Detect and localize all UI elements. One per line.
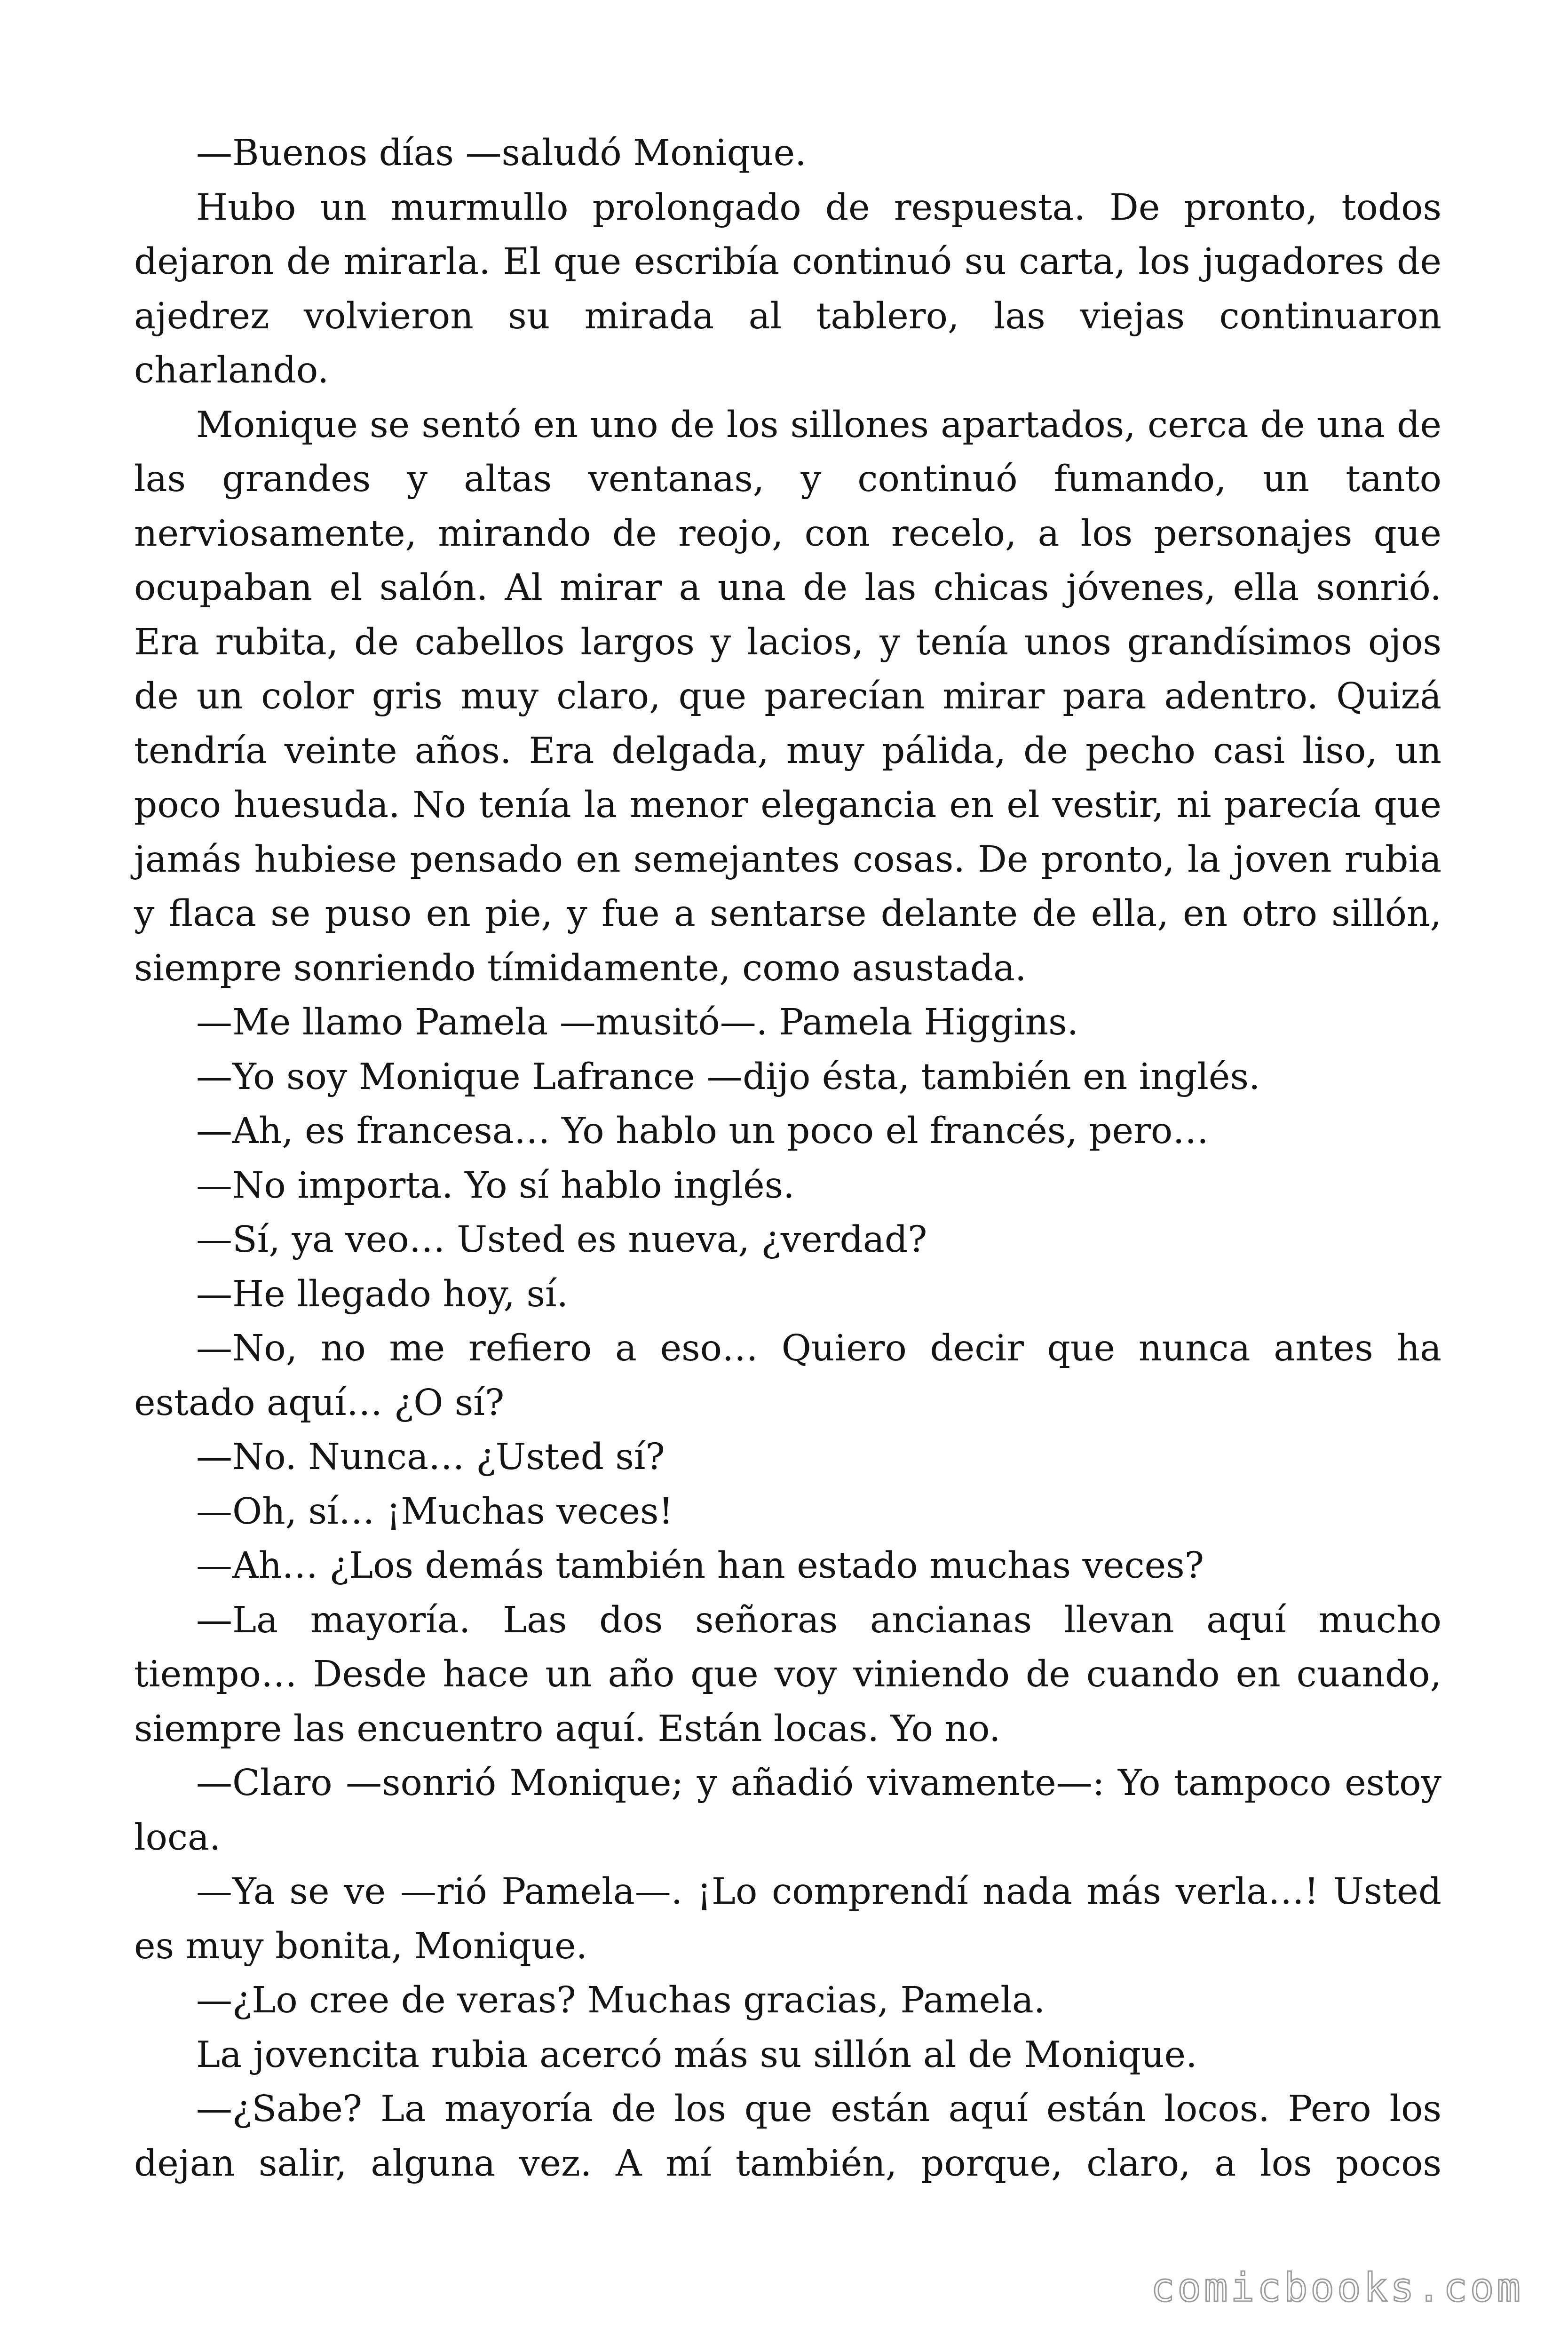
paragraph: —Sí, ya veo… Usted es nueva, ¿verdad? <box>196 1219 927 1261</box>
paragraph: Hubo un murmullo prolongado de respuesta. De pronto, todos dejaron de mirarla. El que escribía continuó su carta, los jugadores de ajedrez volvieron su mirada al tablero, las viejas continuaron charlando. <box>134 186 1441 391</box>
paragraph: —He llegado hoy, sí. <box>196 1273 569 1315</box>
paragraph: —Ah, es francesa… Yo hablo un poco el francés, pero… <box>196 1110 1209 1152</box>
paragraph-continued: —¿Sabe? La mayoría de los que están aquí están locos. Pero los dejan salir, alguna vez. A mí también, porque, claro, a los pocos <box>134 2088 1441 2185</box>
paragraph: —Buenos días —saludó Monique. <box>196 132 807 174</box>
paragraph: —No. Nunca… ¿Usted sí? <box>196 1436 665 1478</box>
paragraph: —Oh, sí… ¡Muchas veces! <box>196 1490 673 1533</box>
paragraph: —Ya se ve —rió Pamela—. ¡Lo comprendí nada más verla…! Usted es muy bonita, Monique. <box>134 1871 1441 1967</box>
paragraph: —La mayoría. Las dos señoras ancianas llevan aquí mucho tiempo… Desde hace un año que voy viniendo de cuando en cuando, siempre las encuentro aquí. Están locas. Yo no. <box>134 1599 1441 1750</box>
paragraph: —¿Lo cree de veras? Muchas gracias, Pamela. <box>196 1979 1045 2021</box>
paragraph: —No importa. Yo sí hablo inglés. <box>196 1164 795 1207</box>
paragraph: Monique se sentó en uno de los sillones apartados, cerca de una de las grandes y altas ventanas, y continuó fumando, un tanto nerviosamente, mirando de reojo, con recelo, a los personajes que ocupaban el salón. Al mirar a una de las chicas jóvenes, ella sonrió. Era rubita, de cabellos largos y lacios, y tenía unos grandísimos ojos de un color gris muy claro, que parecían mirar para adentro. Quizá tendría veinte años. Era delgada, muy pálida, de pecho casi liso, un poco huesuda. No tenía la menor elegancia en el vestir, ni parecía que jamás hubiese pensado en semejantes cosas. De pronto, la joven rubia y flaca se puso en pie, y fue a sentarse delante de ella, en otro sillón, siempre sonriendo tímidamente, como asustada. <box>134 404 1441 989</box>
paragraph: La jovencita rubia acercó más su sillón al de Monique. <box>196 2034 1197 2076</box>
page-body-text <box>134 126 1441 2191</box>
paragraph: —Yo soy Monique Lafrance —dijo ésta, también en inglés. <box>196 1056 1260 1098</box>
paragraph: —No, no me refiero a eso… Quiero decir que nunca antes ha estado aquí… ¿O sí? <box>134 1327 1441 1424</box>
paragraph: —Claro —sonrió Monique; y añadió vivamente—: Yo tampoco estoy loca. <box>134 1762 1441 1859</box>
paragraph: —Ah… ¿Los demás también han estado muchas veces? <box>196 1545 1204 1587</box>
paragraph: —Me llamo Pamela —musitó—. Pamela Higgins. <box>196 1001 1079 1043</box>
watermark: comicbooks.com <box>1150 2265 1523 2311</box>
